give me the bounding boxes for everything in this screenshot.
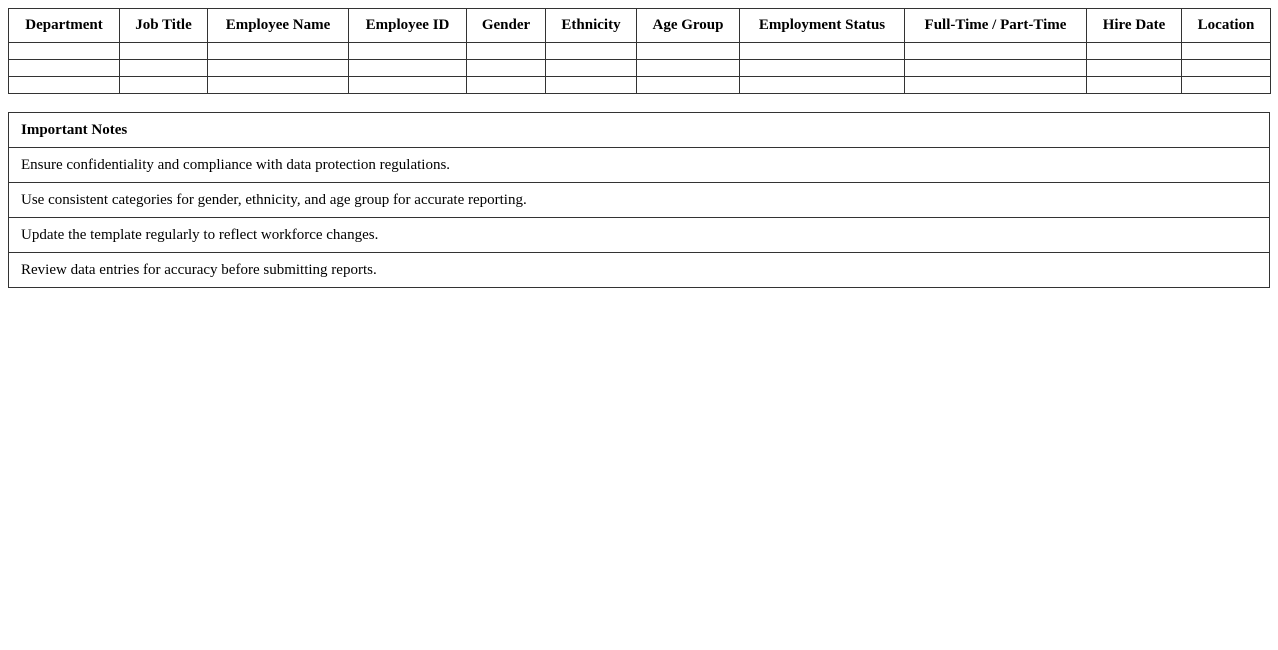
column-header-age-group: Age Group xyxy=(637,9,740,43)
table-row xyxy=(9,77,1271,94)
notes-header-row xyxy=(9,113,1270,148)
table-cell[interactable] xyxy=(637,43,740,60)
table-cell[interactable] xyxy=(637,77,740,94)
note-item: Ensure confidentiality and compliance with data protection regulations. xyxy=(9,148,1270,183)
table-cell[interactable] xyxy=(467,77,546,94)
notes-title: Important Notes xyxy=(9,113,1270,148)
column-header-job-title: Job Title xyxy=(120,9,208,43)
table-cell[interactable] xyxy=(905,60,1087,77)
table-cell[interactable] xyxy=(9,43,120,60)
table-cell[interactable] xyxy=(905,77,1087,94)
table-cell[interactable] xyxy=(1182,60,1271,77)
table-cell[interactable] xyxy=(120,43,208,60)
table-cell[interactable] xyxy=(120,60,208,77)
table-cell[interactable] xyxy=(349,77,467,94)
workforce-data-table xyxy=(8,8,1271,94)
table-cell[interactable] xyxy=(208,43,349,60)
table-cell[interactable] xyxy=(208,77,349,94)
table-cell[interactable] xyxy=(546,43,637,60)
table-cell[interactable] xyxy=(905,43,1087,60)
note-row xyxy=(9,148,1270,183)
table-cell[interactable] xyxy=(740,60,905,77)
table-cell[interactable] xyxy=(1182,43,1271,60)
important-notes-table xyxy=(8,112,1270,288)
table-row xyxy=(9,43,1271,60)
column-header-employee-id: Employee ID xyxy=(349,9,467,43)
table-cell[interactable] xyxy=(546,77,637,94)
note-item: Use consistent categories for gender, ethnicity, and age group for accurate reporting. xyxy=(9,183,1270,218)
note-row xyxy=(9,253,1270,288)
table-cell[interactable] xyxy=(349,60,467,77)
note-row xyxy=(9,183,1270,218)
document-body xyxy=(8,8,1270,288)
table-cell[interactable] xyxy=(120,77,208,94)
column-header-gender: Gender xyxy=(467,9,546,43)
column-header-hire-date: Hire Date xyxy=(1087,9,1182,43)
table-cell[interactable] xyxy=(1087,60,1182,77)
table-cell[interactable] xyxy=(208,60,349,77)
table-cell[interactable] xyxy=(467,43,546,60)
column-header-ethnicity: Ethnicity xyxy=(546,9,637,43)
table-header-row xyxy=(9,9,1271,43)
note-row xyxy=(9,218,1270,253)
column-header-employment-status: Employment Status xyxy=(740,9,905,43)
table-cell[interactable] xyxy=(1087,43,1182,60)
note-item: Update the template regularly to reflect workforce changes. xyxy=(9,218,1270,253)
table-cell[interactable] xyxy=(740,43,905,60)
column-header-location: Location xyxy=(1182,9,1271,43)
table-cell[interactable] xyxy=(1182,77,1271,94)
table-row xyxy=(9,60,1271,77)
column-header-employee-name: Employee Name xyxy=(208,9,349,43)
table-cell[interactable] xyxy=(546,60,637,77)
table-cell[interactable] xyxy=(637,60,740,77)
table-cell[interactable] xyxy=(1087,77,1182,94)
table-cell[interactable] xyxy=(740,77,905,94)
table-cell[interactable] xyxy=(349,43,467,60)
column-header-full-part-time: Full-Time / Part-Time xyxy=(905,9,1087,43)
column-header-department: Department xyxy=(9,9,120,43)
table-cell[interactable] xyxy=(9,77,120,94)
table-cell[interactable] xyxy=(9,60,120,77)
note-item: Review data entries for accuracy before submitting reports. xyxy=(9,253,1270,288)
table-cell[interactable] xyxy=(467,60,546,77)
